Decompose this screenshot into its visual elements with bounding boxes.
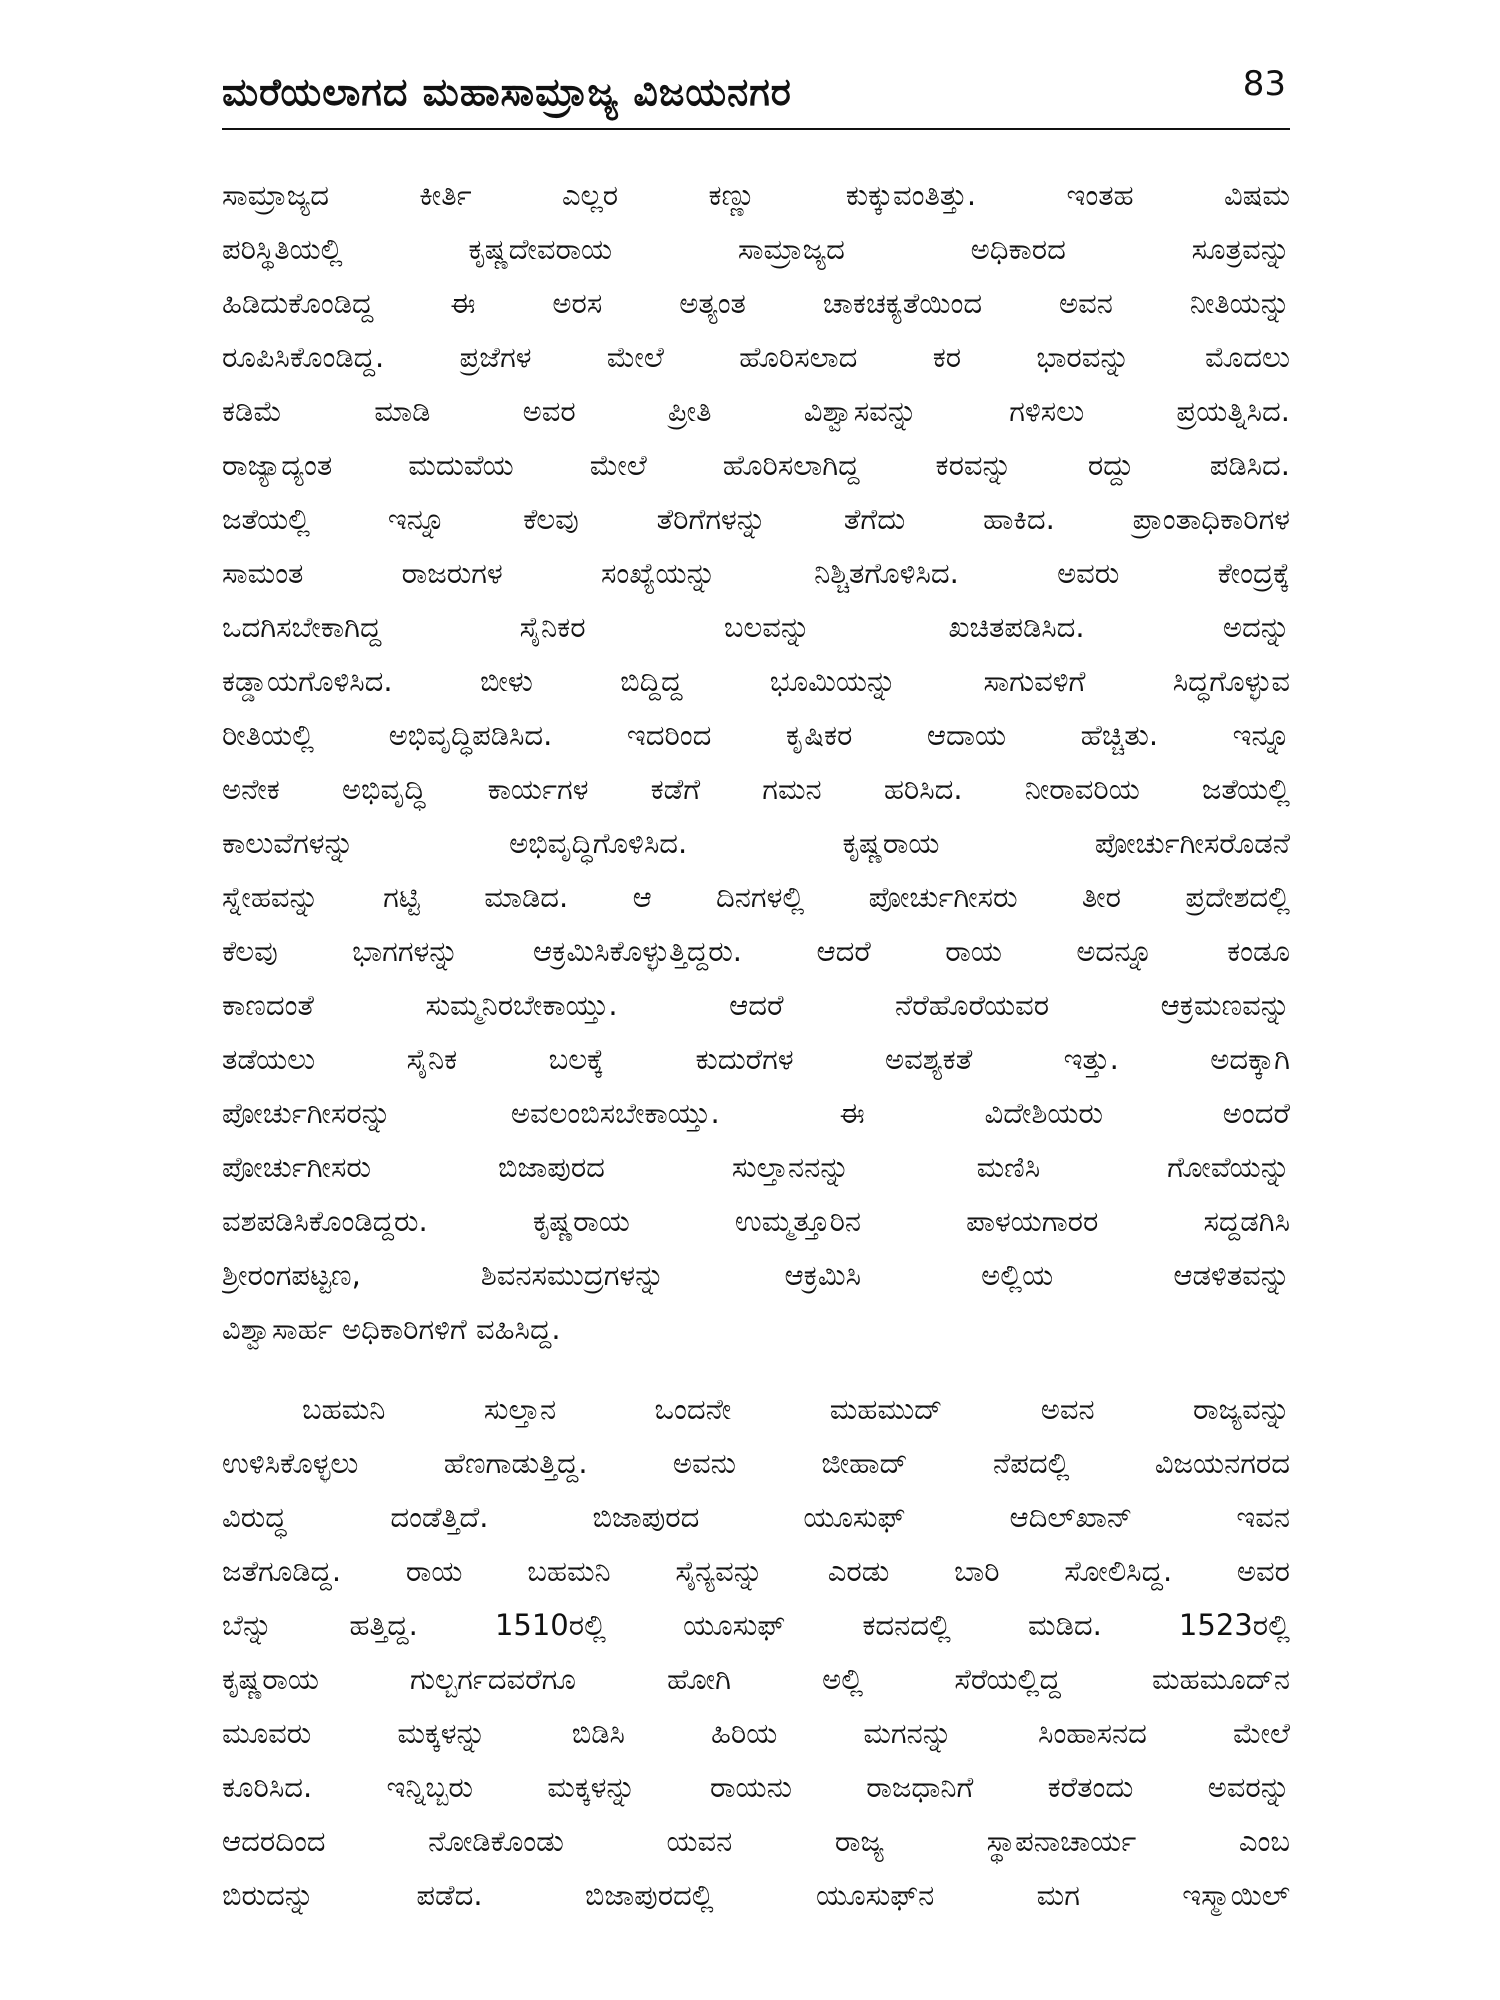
text-line: ಪರಿಸ್ಥಿತಿಯಲ್ಲಿ ಕೃಷ್ಣದೇವರಾಯ ಸಾಮ್ರಾಜ್ಯದ ಅಧಿಕಾರದ ಸೂತ್ರವನ್ನು: [222, 232, 1290, 266]
text-line: ಕೂರಿಸಿದ. ಇನ್ನಿಬ್ಬರು ಮಕ್ಕಳನ್ನು ರಾಯನು ರಾಜಧಾನಿಗೆ ಕರೆತಂದು ಅವರನ್ನು: [222, 1770, 1290, 1804]
text-line: ಕಾಣದಂತೆ ಸುಮ್ಮನಿರಬೇಕಾಯ್ತು. ಆದರೆ ನೆರೆಹೊರೆಯವರ ಆಕ್ರಮಣವನ್ನು: [222, 988, 1290, 1022]
paragraph-1: [222, 168, 1290, 1356]
text-line: ಶ್ರೀರಂಗಪಟ್ಟಣ, ಶಿವನಸಮುದ್ರಗಳನ್ನು ಆಕ್ರಮಿಸಿ ಅಲ್ಲಿಯ ಆಡಳಿತವನ್ನು: [222, 1258, 1290, 1292]
text-line: ಪೋರ್ಚುಗೀಸರನ್ನು ಅವಲಂಬಿಸಬೇಕಾಯ್ತು. ಈ ವಿದೇಶಿಯರು ಅಂದರೆ: [222, 1096, 1290, 1130]
text-line: ವಿಶ್ವಾಸಾರ್ಹ ಅಧಿಕಾರಿಗಳಿಗೆ ವಹಿಸಿದ್ದ.: [222, 1312, 561, 1346]
text-line: ಬಿರುದನ್ನು ಪಡೆದ. ಬಿಜಾಪುರದಲ್ಲಿ ಯೂಸುಫ್‌ನ ಮಗ ಇಸ್ಮಾಯಿಲ್: [222, 1878, 1290, 1912]
text-line: ಉಳಿಸಿಕೊಳ್ಳಲು ಹೆಣಗಾಡುತ್ತಿದ್ದ. ಅವನು ಜೀಹಾದ್ ನೆಪದಲ್ಲಿ ವಿಜಯನಗರದ: [222, 1446, 1290, 1480]
text-line: ಬಹಮನಿ ಸುಲ್ತಾನ ಒಂದನೇ ಮಹಮುದ್ ಅವನ ರಾಜ್ಯವನ್ನು: [302, 1392, 1290, 1426]
header-rule: [222, 128, 1290, 130]
text-line: ವಶಪಡಿಸಿಕೊಂಡಿದ್ದರು. ಕೃಷ್ಣರಾಯ ಉಮ್ಮತ್ತೂರಿನ ಪಾಳಯಗಾರರ ಸದ್ದಡಗಿಸಿ: [222, 1204, 1290, 1238]
text-line: ವಿರುದ್ಧ ದಂಡೆತ್ತಿದೆ. ಬಿಜಾಪುರದ ಯೂಸುಫ್ ಆದಿಲ್‌ಖಾನ್ ಇವನ: [222, 1500, 1290, 1534]
text-line: ಕೃಷ್ಣರಾಯ ಗುಲ್ಬರ್ಗದವರೆಗೂ ಹೋಗಿ ಅಲ್ಲಿ ಸೆರೆಯಲ್ಲಿದ್ದ ಮಹಮೂದ್‌ನ: [222, 1662, 1290, 1696]
text-line: ಕಾಲುವೆಗಳನ್ನು ಅಭಿವೃದ್ಧಿಗೊಳಿಸಿದ. ಕೃಷ್ಣರಾಯ ಪೋರ್ಚುಗೀಸರೊಡನೆ: [222, 826, 1290, 860]
text-line: ಕಡ್ಡಾಯಗೊಳಿಸಿದ. ಬೀಳು ಬಿದ್ದಿದ್ದ ಭೂಮಿಯನ್ನು ಸಾಗುವಳಿಗೆ ಸಿದ್ಧಗೊಳ್ಳುವ: [222, 664, 1290, 698]
text-line: ಜತೆಗೂಡಿದ್ದ. ರಾಯ ಬಹಮನಿ ಸೈನ್ಯವನ್ನು ಎರಡು ಬಾರಿ ಸೋಲಿಸಿದ್ದ. ಅವರ: [222, 1554, 1290, 1588]
text-line: ರಾಜ್ಯಾದ್ಯಂತ ಮದುವೆಯ ಮೇಲೆ ಹೊರಿಸಲಾಗಿದ್ದ ಕರವನ್ನು ರದ್ದು ಪಡಿಸಿದ.: [222, 448, 1290, 482]
text-line: ಕಡಿಮೆ ಮಾಡಿ ಅವರ ಪ್ರೀತಿ ವಿಶ್ವಾಸವನ್ನು ಗಳಿಸಲು ಪ್ರಯತ್ನಿಸಿದ.: [222, 394, 1290, 428]
text-line: ಸ್ನೇಹವನ್ನು ಗಟ್ಟಿ ಮಾಡಿದ. ಆ ದಿನಗಳಲ್ಲಿ ಪೋರ್ಚುಗೀಸರು ತೀರ ಪ್ರದೇಶದಲ್ಲಿ: [222, 880, 1290, 914]
text-line: ಪೋರ್ಚುಗೀಸರು ಬಿಜಾಪುರದ ಸುಲ್ತಾನನನ್ನು ಮಣಿಸಿ ಗೋವೆಯನ್ನು: [222, 1150, 1290, 1184]
running-title: ಮರೆಯಲಾಗದ ಮಹಾಸಾಮ್ರಾಜ್ಯ ವಿಜಯನಗರ: [222, 70, 792, 114]
text-line: ಮೂವರು ಮಕ್ಕಳನ್ನು ಬಿಡಿಸಿ ಹಿರಿಯ ಮಗನನ್ನು ಸಿಂಹಾಸನದ ಮೇಲೆ: [222, 1716, 1290, 1750]
text-line: ಸಾಮಂತ ರಾಜರುಗಳ ಸಂಖ್ಯೆಯನ್ನು ನಿಶ್ಚಿತಗೊಳಿಸಿದ. ಅವರು ಕೇಂದ್ರಕ್ಕೆ: [222, 556, 1290, 590]
text-line: ಕೆಲವು ಭಾಗಗಳನ್ನು ಆಕ್ರಮಿಸಿಕೊಳ್ಳುತ್ತಿದ್ದರು. ಆದರೆ ರಾಯ ಅದನ್ನೂ ಕಂಡೂ: [222, 934, 1290, 968]
page-number: 83: [1242, 64, 1286, 104]
body-text: [222, 168, 1290, 1922]
running-header: [222, 60, 1290, 132]
text-line: ಅನೇಕ ಅಭಿವೃದ್ಧಿ ಕಾರ್ಯಗಳ ಕಡೆಗೆ ಗಮನ ಹರಿಸಿದ. ನೀರಾವರಿಯ ಜತೆಯಲ್ಲಿ: [222, 772, 1290, 806]
text-line: ಸಾಮ್ರಾಜ್ಯದ ಕೀರ್ತಿ ಎಲ್ಲರ ಕಣ್ಣು ಕುಕ್ಕುವಂತಿತ್ತು. ಇಂತಹ ವಿಷಮ: [222, 178, 1290, 212]
paragraph-2: [222, 1382, 1290, 1922]
text-line: ಹಿಡಿದುಕೊಂಡಿದ್ದ ಈ ಅರಸ ಅತ್ಯಂತ ಚಾಕಚಕ್ಯತೆಯಿಂದ ಅವನ ನೀತಿಯನ್ನು: [222, 286, 1290, 320]
text-line: ರೂಪಿಸಿಕೊಂಡಿದ್ದ. ಪ್ರಜೆಗಳ ಮೇಲೆ ಹೊರಿಸಲಾದ ಕರ ಭಾರವನ್ನು ಮೊದಲು: [222, 340, 1290, 374]
text-line: ತಡೆಯಲು ಸೈನಿಕ ಬಲಕ್ಕೆ ಕುದುರೆಗಳ ಅವಶ್ಯಕತೆ ಇತ್ತು. ಅದಕ್ಕಾಗಿ: [222, 1042, 1290, 1076]
text-line: ಬೆನ್ನು ಹತ್ತಿದ್ದ. 1510ರಲ್ಲಿ ಯೂಸುಫ್ ಕದನದಲ್ಲಿ ಮಡಿದ. 1523ರಲ್ಲಿ: [222, 1608, 1290, 1642]
text-line: ಜತೆಯಲ್ಲಿ ಇನ್ನೂ ಕೆಲವು ತೆರಿಗೆಗಳನ್ನು ತೆಗೆದು ಹಾಕಿದ. ಪ್ರಾಂತಾಧಿಕಾರಿಗಳ: [222, 502, 1290, 536]
text-line: ಒದಗಿಸಬೇಕಾಗಿದ್ದ ಸೈನಿಕರ ಬಲವನ್ನು ಖಚಿತಪಡಿಸಿದ. ಅದನ್ನು: [222, 610, 1290, 644]
text-line: ಆದರದಿಂದ ನೋಡಿಕೊಂಡು ಯವನ ರಾಜ್ಯ ಸ್ಥಾಪನಾಚಾರ್ಯ ಎಂಬ: [222, 1824, 1290, 1858]
text-line: ರೀತಿಯಲ್ಲಿ ಅಭಿವೃದ್ಧಿಪಡಿಸಿದ. ಇದರಿಂದ ಕೃಷಿಕರ ಆದಾಯ ಹೆಚ್ಚಿತು. ಇನ್ನೂ: [222, 718, 1290, 752]
